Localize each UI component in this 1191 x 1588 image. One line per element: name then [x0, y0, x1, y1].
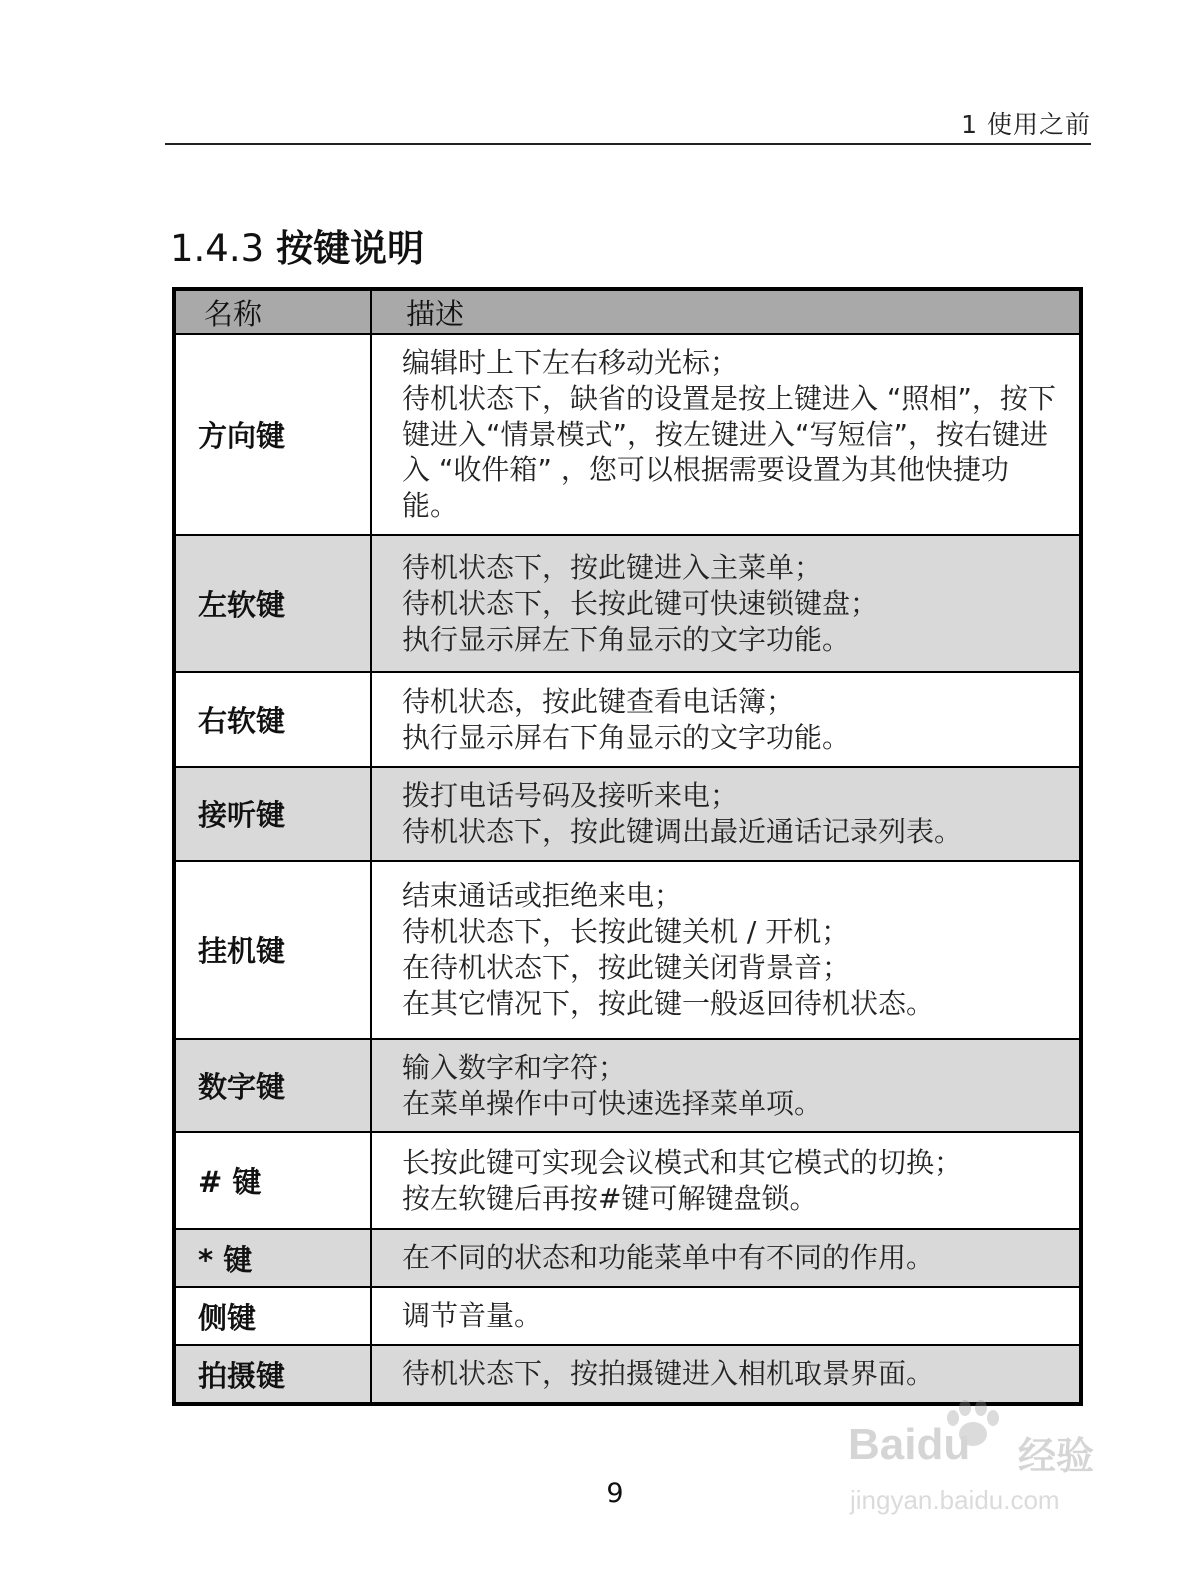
description-line: 待机状态下，缺省的设置是按上键进入 “照相”，按下键进入“情景模式”，按左键进入“写短信”，按右键进入 “收件箱” ，您可以根据需要设置为其他快捷功能。 — [402, 381, 1056, 523]
table-row — [174, 672, 1081, 767]
watermark-label: 经验 — [1018, 1434, 1095, 1478]
watermark-url: jingyan.baidu.com — [850, 1485, 1060, 1515]
description-line: 待机状态下，长按此键关机 / 开机； — [402, 914, 850, 948]
key-description-cell — [371, 1345, 1081, 1404]
key-description-cell — [371, 767, 1081, 861]
table-body — [174, 334, 1081, 1404]
key-name-cell: 方向键 — [174, 334, 371, 535]
description-line: 在待机状态下，按此键关闭背景音； — [402, 950, 851, 984]
table-header-row — [174, 289, 1081, 334]
key-description-cell — [371, 861, 1081, 1039]
key-name-cell: 左软键 — [174, 535, 371, 672]
key-description-cell — [371, 334, 1081, 535]
key-description-cell — [371, 1287, 1081, 1345]
section-number: 1.4.3 — [170, 227, 265, 270]
key-name-cell: 侧键 — [174, 1287, 371, 1345]
header-description: 描述 — [371, 289, 1081, 334]
key-description-cell — [371, 1132, 1081, 1229]
description-line: 待机状态下，按此键调出最近通话记录列表。 — [402, 814, 963, 848]
key-description-cell — [371, 672, 1081, 767]
key-name-cell: # 键 — [174, 1132, 371, 1229]
description-line: 在菜单操作中可快速选择菜单项。 — [402, 1086, 823, 1120]
header-name: 名称 — [174, 289, 371, 334]
table-row — [174, 1132, 1081, 1229]
key-description-cell — [371, 535, 1081, 672]
table-row — [174, 1229, 1081, 1287]
key-name-cell: 挂机键 — [174, 861, 371, 1039]
description-line: 调节音量。 — [402, 1299, 543, 1333]
table-row — [174, 535, 1081, 672]
table-row — [174, 1345, 1081, 1404]
section-title: 按键说明 — [276, 227, 425, 270]
description-line: 待机状态下，长按此键可快速锁键盘； — [402, 586, 879, 620]
description-line: 在不同的状态和功能菜单中有不同的作用。 — [402, 1241, 935, 1275]
table-row — [174, 1039, 1081, 1133]
key-description-cell — [371, 1039, 1081, 1133]
key-name-cell: * 键 — [174, 1229, 371, 1287]
table-row — [174, 861, 1081, 1039]
description-line: 按左软键后再按#键可解键盘锁。 — [402, 1181, 818, 1215]
table-row — [174, 334, 1081, 535]
description-line: 待机状态，按此键查看电话簿； — [402, 684, 795, 718]
section-heading — [170, 218, 424, 272]
key-name-cell: 数字键 — [174, 1039, 371, 1133]
description-line: 拨打电话号码及接听来电； — [402, 779, 739, 813]
key-description-table — [172, 287, 1083, 1406]
description-line: 编辑时上下左右移动光标； — [402, 346, 739, 379]
table-row — [174, 1287, 1081, 1345]
key-name-cell: 接听键 — [174, 767, 371, 861]
table-row — [174, 767, 1081, 861]
description-line: 长按此键可实现会议模式和其它模式的切换； — [402, 1146, 963, 1180]
key-description-cell — [371, 1229, 1081, 1287]
key-name-cell: 拍摄键 — [174, 1345, 371, 1404]
description-line: 结束通话或拒绝来电； — [402, 879, 683, 913]
baidu-watermark — [848, 1400, 1118, 1530]
description-line: 在其它情况下，按此键一般返回待机状态。 — [402, 986, 935, 1020]
description-line: 输入数字和字符； — [402, 1050, 627, 1084]
page-number: 9 — [606, 1478, 624, 1509]
description-line: 待机状态下，按此键进入主菜单； — [402, 550, 823, 584]
description-line: 待机状态下，按拍摄键进入相机取景界面。 — [402, 1357, 935, 1391]
key-name-cell: 右软键 — [174, 672, 371, 767]
running-header: 1 使用之前 — [961, 110, 1091, 139]
header-rule — [165, 143, 1091, 145]
watermark-logo: Baidu — [848, 1420, 971, 1469]
description-line: 执行显示屏右下角显示的文字功能。 — [402, 720, 851, 754]
description-line: 执行显示屏左下角显示的文字功能。 — [402, 622, 851, 656]
